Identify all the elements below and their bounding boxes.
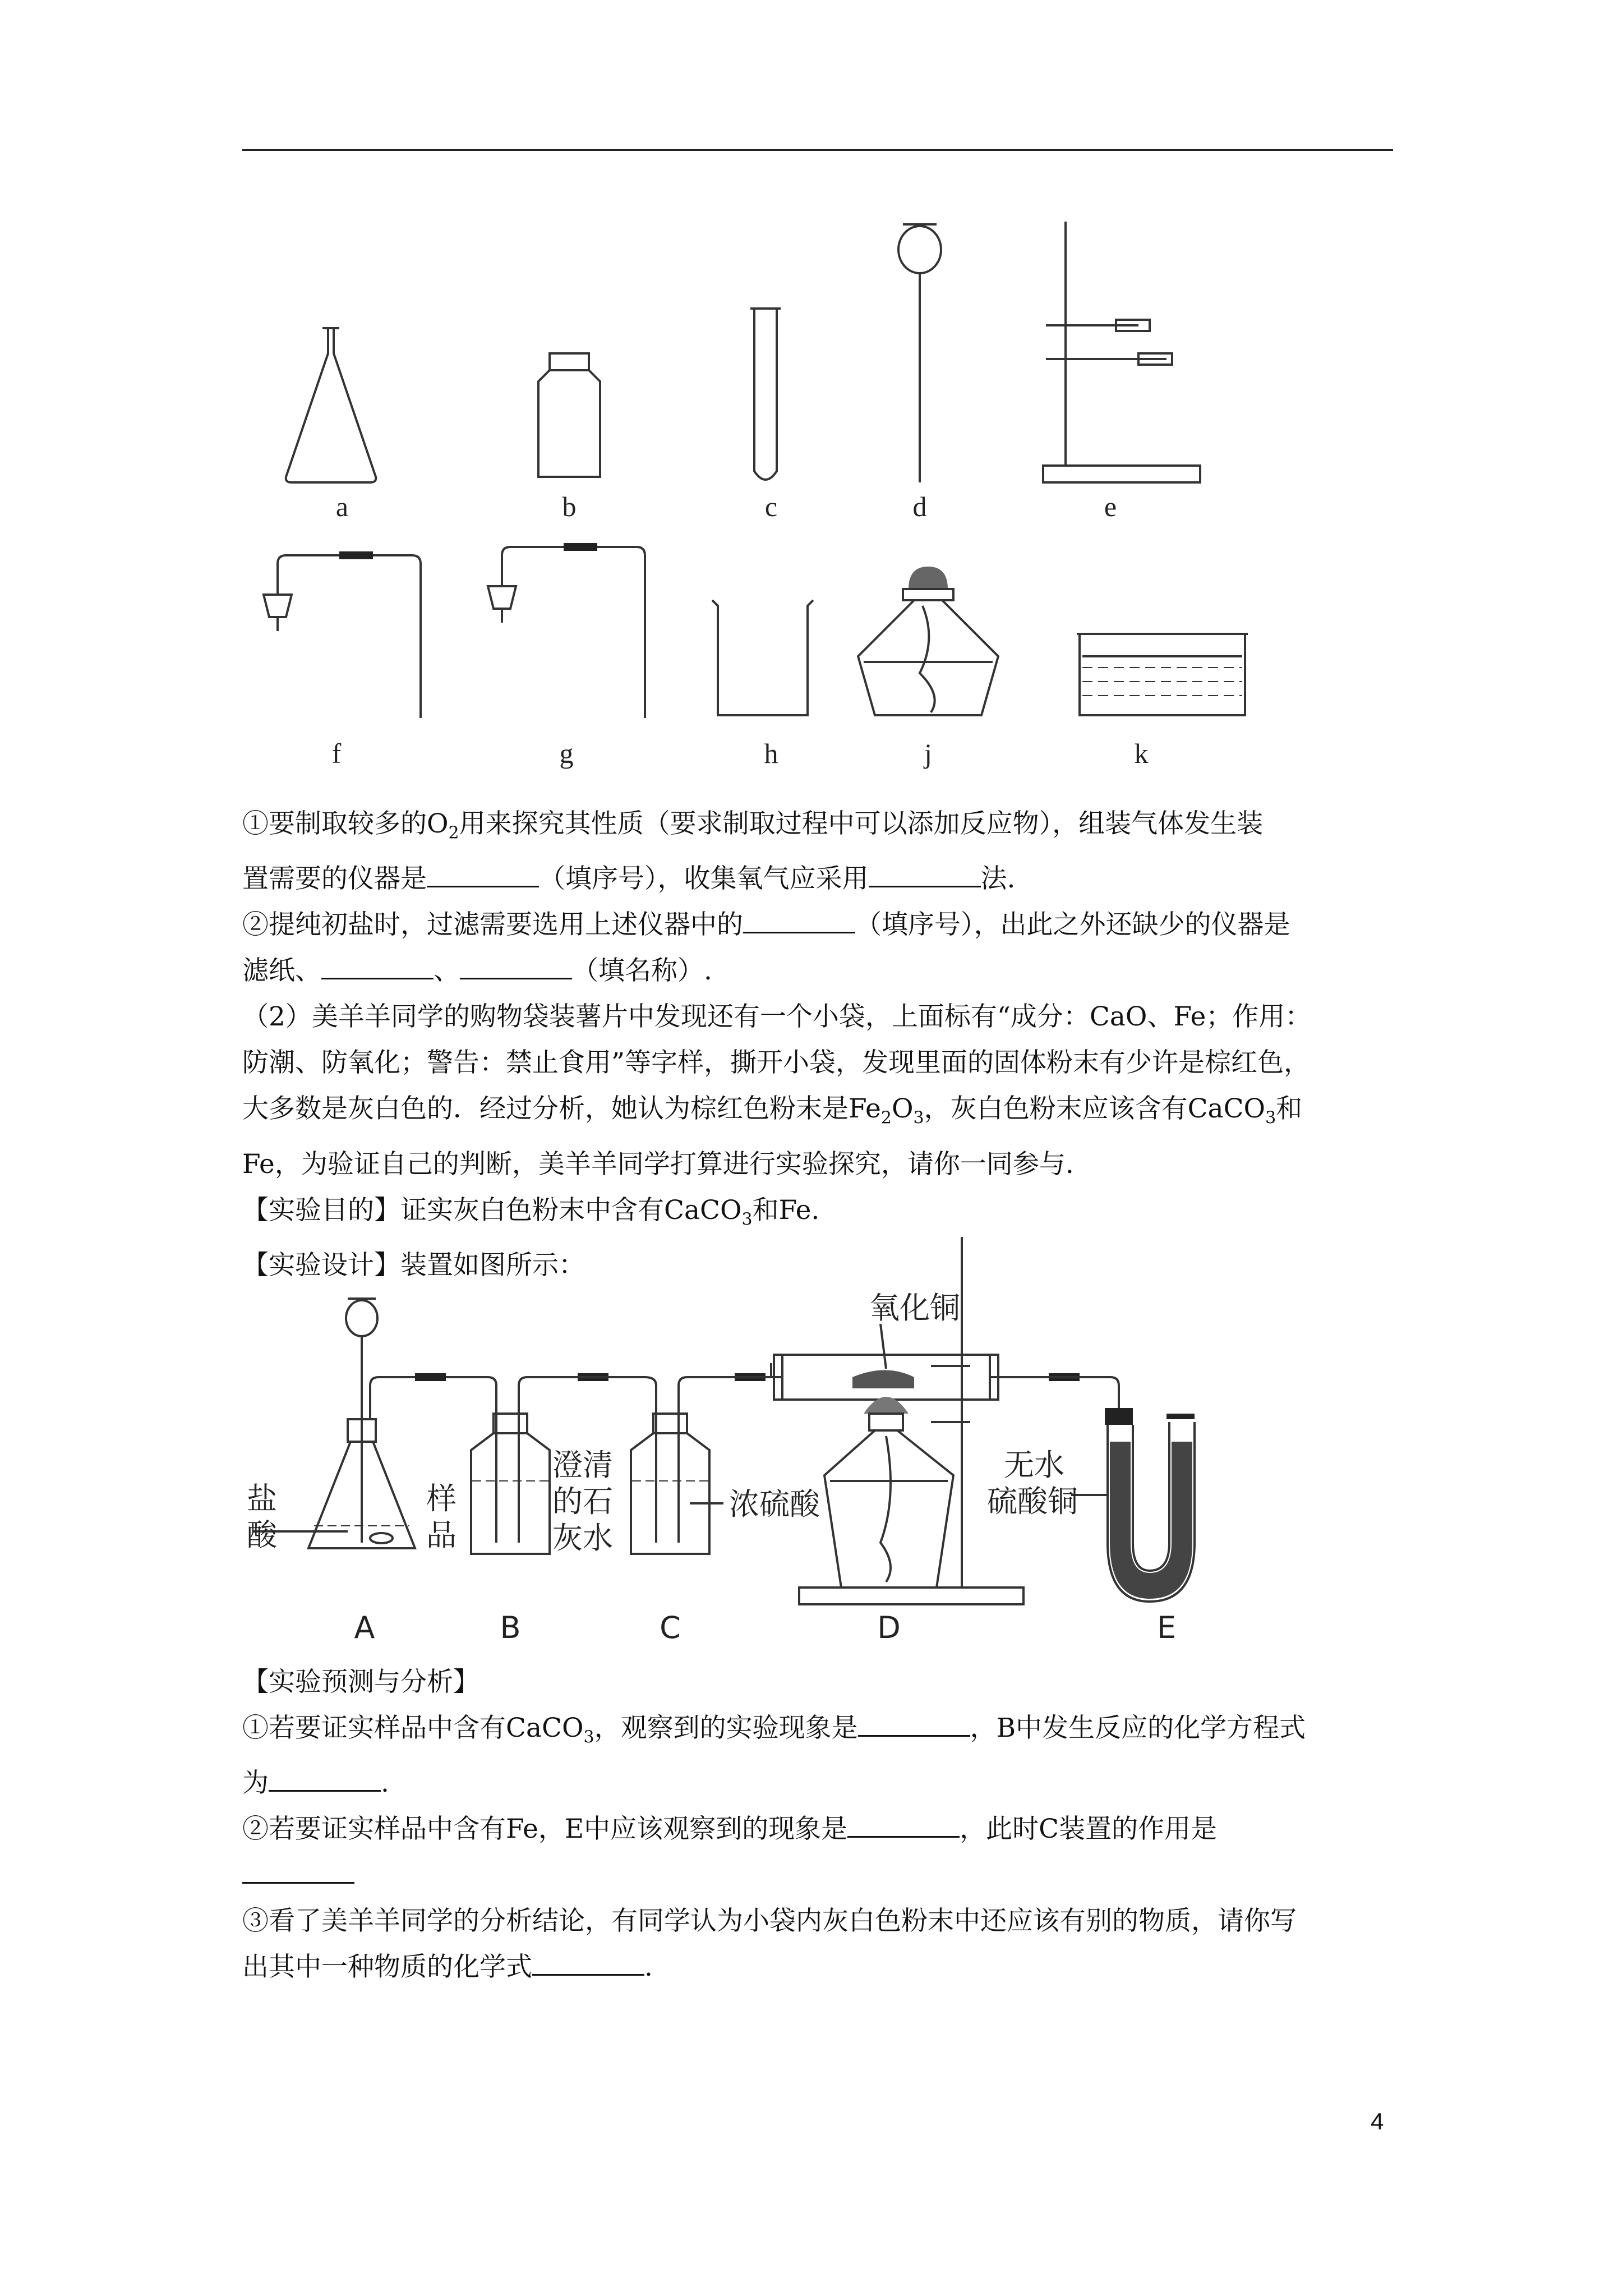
label-lime-water: 澄清: [552, 1447, 613, 1483]
apparatus-c-bottle-icon: [631, 1363, 771, 1554]
q5-line-2: 出其中一种物质的化学式 .: [242, 1952, 653, 1983]
label-lime-water: 的石: [552, 1484, 613, 1519]
q3-line-2: 为 .: [242, 1768, 389, 1799]
label-hcl: 盐: [247, 1481, 277, 1516]
stopper-tube-g-icon: [488, 543, 645, 718]
instrument-label: j: [924, 738, 932, 769]
q2-line-1: ②提纯初盐时，过滤需要选用上述仪器中的 （填序号），出此之外还缺少的仪器是: [242, 909, 1290, 941]
iron-stand-e-icon: [1043, 222, 1200, 482]
answer-blank[interactable]: [532, 1952, 644, 1976]
stopper-tube-f-icon: [264, 551, 421, 718]
part2-line-1: （2）美羊羊同学的购物袋装薯片中发现还有一个小袋，上面标有“成分：CaO、Fe；作用：: [242, 1001, 1312, 1033]
apparatus-label: E: [1156, 1610, 1177, 1645]
instrument-label: b: [562, 491, 577, 522]
label-copper-oxide: 氧化铜: [869, 1290, 960, 1326]
instrument-label: f: [331, 738, 342, 769]
label-conc-sulfuric-acid: 浓硫酸: [729, 1487, 820, 1522]
instrument-label: d: [912, 491, 927, 522]
instrument-label: e: [1104, 491, 1117, 522]
q4-line-1: ②若要证实样品中含有Fe，E中应该观察到的现象是 ，此时C装置的作用是: [242, 1814, 1218, 1845]
answer-blank[interactable]: [460, 955, 572, 979]
part2-line-2: 防潮、防氧化；警告：禁止食用”等字样，撕开小袋，发现里面的固体粉末有少许是棕红色，: [242, 1047, 1311, 1079]
rubber-connector: [415, 1373, 446, 1381]
label-hcl: 酸: [247, 1517, 277, 1553]
apparatus-label: A: [354, 1610, 375, 1645]
water-trough-k-icon: [1077, 634, 1248, 715]
experiment-design: 【实验设计】装置如图所示：: [242, 1250, 585, 1281]
apparatus-label: C: [660, 1610, 681, 1645]
funnel-d-icon: [898, 224, 941, 482]
answer-blank[interactable]: [242, 1860, 354, 1884]
question-text-2: [242, 1659, 1393, 1990]
conical-flask-a-icon: [286, 328, 376, 482]
instrument-label: a: [335, 491, 349, 522]
test-tube-c-icon: [750, 309, 781, 480]
header-rule: [242, 149, 1393, 151]
q3-line-1: ①若要证实样品中含有CaCO$_3$，观察到的实验现象是 ，B中发生反应的化学方程式: [242, 1713, 1306, 1747]
answer-blank[interactable]: [743, 909, 855, 933]
instrument-label: k: [1134, 738, 1149, 769]
answer-blank[interactable]: [321, 955, 434, 979]
instruments-figure: [241, 213, 1262, 785]
experiment-aim: 【实验目的】证实灰白色粉末中含有CaCO$_3$和Fe.: [242, 1194, 820, 1230]
label-anhydrous-cuso4: 硫酸铜: [987, 1484, 1078, 1519]
answer-blank[interactable]: [847, 1814, 960, 1838]
q4-line-2: [242, 1852, 1393, 1898]
instrument-label: c: [764, 491, 778, 522]
bottle-b-icon: [538, 353, 600, 477]
instrument-label: h: [764, 738, 778, 769]
label-sample: 样: [426, 1481, 457, 1516]
q2-line-2: 滤纸、 、 （填名称）.: [242, 955, 712, 987]
label-sample: 品: [426, 1517, 457, 1553]
q5-line-1: ③看了美羊羊同学的分析结论，有同学认为小袋内灰白色粉末中还应该有别的物质，请你写: [242, 1906, 1297, 1937]
q1-line-1: ①要制取较多的$O_2$用来探究其性质（要求制取过程中可以添加反应物），组装气体发生装: [242, 808, 1264, 843]
answer-blank[interactable]: [269, 1768, 381, 1792]
answer-blank[interactable]: [869, 863, 981, 887]
q1-line-2: 置需要的仪器是 （填序号），收集氧气应采用 法.: [242, 863, 1016, 895]
part2-line-4: Fe，为验证自己的判断，美羊羊同学打算进行实验探究，请你一同参与.: [242, 1148, 1074, 1180]
label-anhydrous-cuso4: 无水: [1004, 1447, 1064, 1483]
apparatus-label: D: [877, 1610, 901, 1645]
page-number: 4: [1371, 2108, 1384, 2134]
apparatus-figure: [241, 1228, 1290, 1655]
label-lime-water: 灰水: [552, 1520, 613, 1556]
beaker-h-icon: [712, 600, 813, 715]
analysis-heading: 【实验预测与分析】: [242, 1667, 479, 1697]
apparatus-label: B: [500, 1610, 521, 1645]
instrument-label: g: [559, 738, 574, 769]
question-text-1: [242, 801, 1393, 1289]
alcohol-lamp-j-icon: [858, 567, 998, 715]
part2-line-3: 大多数是灰白色的．经过分析，她认为棕红色粉末是$Fe_2O_3$，灰白色粉末应该含有CaCO$_3$和: [242, 1093, 1303, 1128]
answer-blank[interactable]: [858, 1713, 970, 1737]
answer-blank[interactable]: [427, 863, 539, 887]
